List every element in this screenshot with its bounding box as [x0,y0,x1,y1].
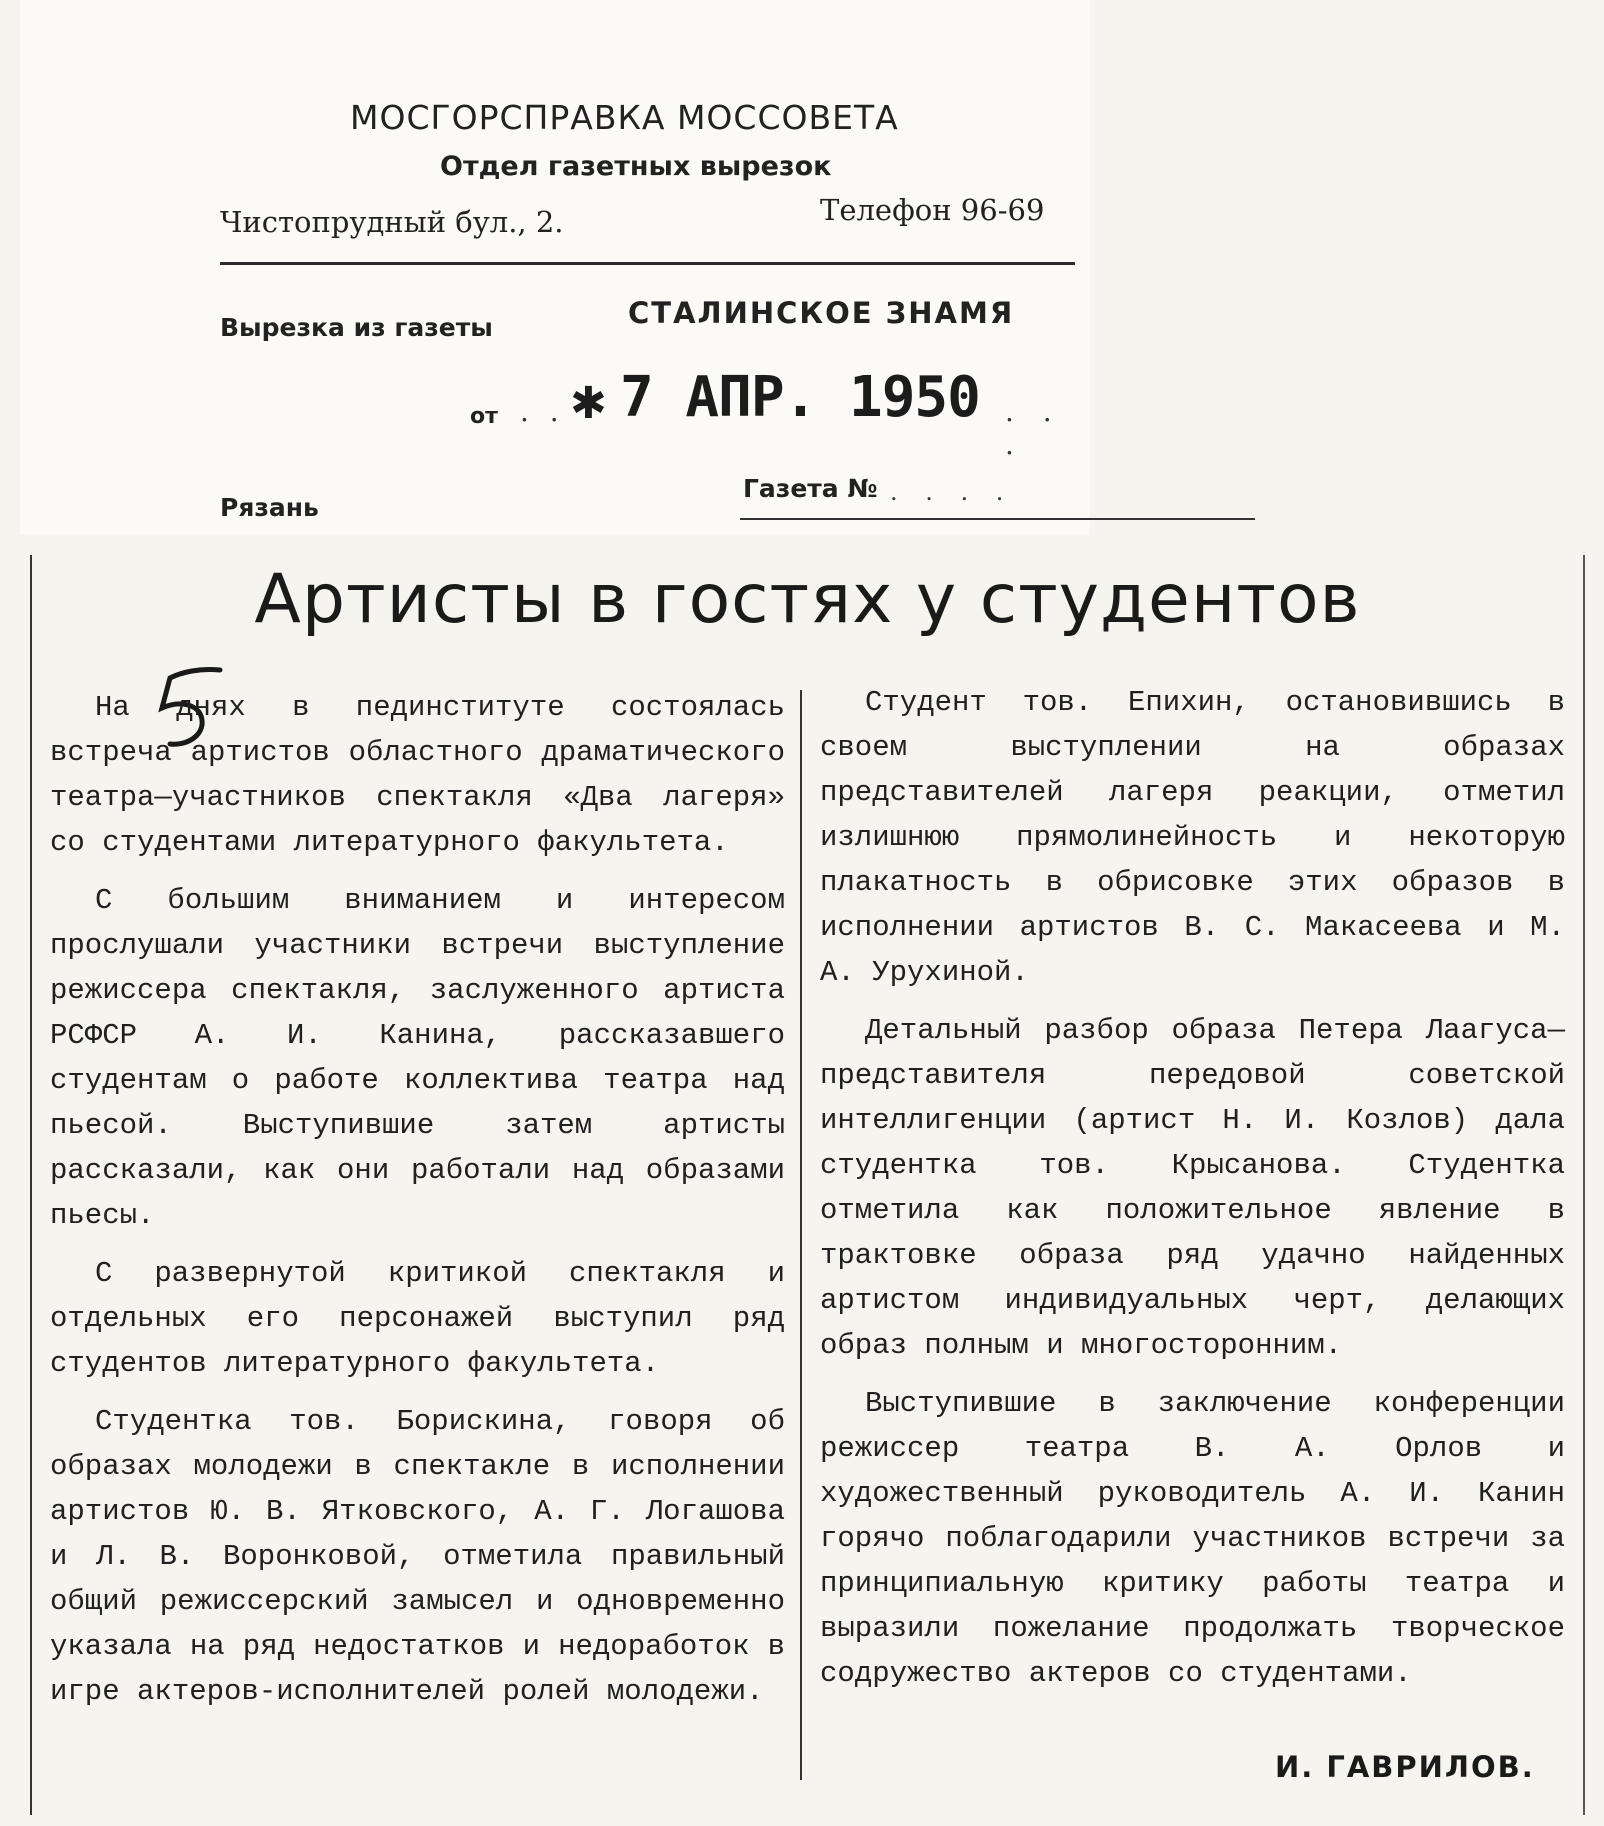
date-stamp: 7 АПР. 1950 [620,365,980,430]
agency-phone: Телефон 96-69 [820,193,1045,227]
article-paragraph: С большим вниманием и интересом прослушали участники встречи выступление режиссера спектакля, заслуженного артиста РСФСР А. И. Канина, рассказавшего студентам о работе коллектива театра над пьесой. Выступившие затем артисты рассказали, как они работали над образами пьесы. [50,884,785,1232]
city-label: Рязань [220,493,319,522]
clipping-service-header [20,0,1090,535]
gazeta-number-label: Газета № [743,474,878,503]
gazeta-number-dots: . . . . [890,478,1014,506]
department-name: Отдел газетных вырезок [440,151,832,182]
header-content [200,0,1080,535]
article-paragraph: Студентка тов. Борискина, говоря об образах молодежи в спектакле в исполнении артистов Ю. В. Ятковского, А. Г. Логашова и Л. В. Воронковой, отметила правильный общий режиссерский замысел и одновременно указала на ряд недостатков и недоработок в игре актеров-исполнителей ролей молодежи. [50,1405,785,1708]
agency-name: МОСГОРСПРАВКА МОССОВЕТА [350,98,899,137]
header-divider [220,262,1075,265]
clip-from-label: Вырезка из газеты [220,313,493,342]
article-paragraph: Студент тов. Епихин, остановившись в своем выступлении на образах представителей лагеря реакции, отметил излишнюю прямолинейность и некоторую плакатность в обрисовке этих образов в исполнении артистов В. С. Макасеева и М. А. Урухиной. [820,686,1565,989]
newspaper-article [30,555,1585,1823]
article-headline: Артисты в гостях у студентов [254,560,1361,639]
date-dots-trailing: . . . [1005,395,1062,461]
column-divider [800,690,802,1780]
agency-address: Чистопрудный бул., 2. [220,205,564,239]
article-right-column [820,680,1565,1709]
article-left-column [50,685,785,1727]
date-dots-leading: . . [520,395,565,428]
article-paragraph: Детальный разбор образа Петера Лаагуса—представителя передовой советской интеллигенции (артист Н. И. Козлов) дала студентка тов. Крысанова. Студентка отметила как положительное явление в трактовке образа ряд удачно найденных артистом индивидуальных черт, делающих образ полным и многосторонним. [820,1014,1565,1362]
date-label: от [470,404,498,429]
article-paragraph: С развернутой критикой спектакля и отдельных его персонажей выступил ряд студентов литературного факультета. [50,1257,785,1380]
article-left-border [30,555,32,1815]
article-right-border [1583,555,1585,1815]
article-paragraph: На днях в пединституте состоялась встреча артистов областного драматического театра—участников спектакля «Два лагеря» со студентами литературного факультета. [50,691,785,859]
author-signature: И. ГАВРИЛОВ. [1275,1750,1535,1784]
article-paragraph: Выступившие в заключение конференции режиссер театра В. А. Орлов и художественный руководитель А. И. Канин горячо поблагодарили участников встречи за принципиальную критику работы театра и выразили пожелание продолжать творческое содружество актеров со студентами. [820,1387,1565,1690]
gazeta-underline [740,518,1255,520]
star-icon: ✱ [570,378,607,429]
newspaper-name: СТАЛИНСКОЕ ЗНАМЯ [628,296,1015,330]
